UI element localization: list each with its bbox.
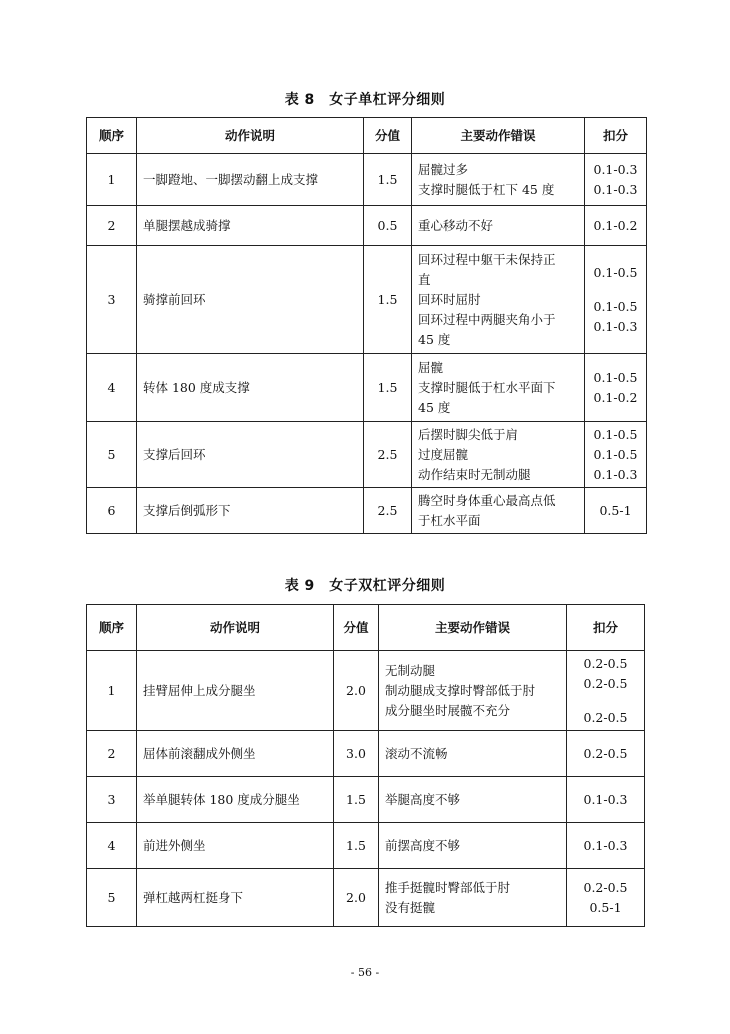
error-line: 屈髋过多: [418, 161, 469, 177]
errors-cell: [412, 206, 585, 246]
table8-caption: 表 8 女子单杠评分细则: [284, 92, 446, 108]
table-header-row: [87, 118, 647, 154]
deduction-cell: [585, 422, 647, 488]
errors-cell: [379, 651, 567, 731]
score-cell: 2.0: [334, 869, 379, 927]
table-row: [87, 651, 645, 731]
header-deduction: 扣分: [567, 605, 645, 651]
order-cell: 5: [87, 869, 137, 927]
order-cell: 4: [87, 354, 137, 422]
action-cell: 挂臂屈伸上成分腿坐: [137, 651, 334, 731]
error-line: 回环过程中躯干未保持正: [418, 251, 556, 267]
error-line: 前摆高度不够: [385, 837, 461, 853]
header-action: 动作说明: [137, 605, 334, 651]
error-line: 回环时屈肘: [418, 291, 481, 307]
deduction-cell: [567, 651, 645, 731]
deduction-value: 0.1-0.3: [583, 837, 628, 853]
error-line: 无制动腿: [385, 662, 436, 678]
header-deduction: 扣分: [585, 118, 647, 154]
error-line: 制动腿成支撑时臀部低于肘: [385, 682, 536, 698]
errors-cell: [379, 869, 567, 927]
error-line: 直: [418, 271, 431, 287]
table-row: [87, 246, 647, 354]
deduction-value: 0.2-0.5: [583, 879, 628, 895]
action-cell: 支撑后回环: [137, 422, 364, 488]
deduction-value: 0.1-0.5: [593, 369, 638, 385]
error-line: 动作结束时无制动腿: [418, 466, 531, 482]
order-cell: 1: [87, 154, 137, 206]
table8: [86, 117, 647, 534]
table-row: [87, 422, 647, 488]
table-row: [87, 869, 645, 927]
deduction-value: 0.1-0.3: [593, 466, 638, 482]
error-line: 支撑时腿低于杠下 45 度: [418, 181, 555, 197]
error-line: 过度屈髋: [418, 446, 469, 462]
action-cell: 屈体前滚翻成外侧坐: [137, 731, 334, 777]
error-line: 成分腿坐时展髋不充分: [385, 702, 511, 718]
errors-cell: [379, 731, 567, 777]
deduction-value: 0.1-0.3: [593, 318, 638, 334]
deduction-value: 0.1-0.3: [593, 161, 638, 177]
deduction-cell: [585, 488, 647, 534]
errors-cell: [412, 422, 585, 488]
table9-caption: 表 9 女子双杠评分细则: [284, 578, 446, 594]
error-line: 滚动不流畅: [385, 745, 448, 761]
score-cell: 1.5: [334, 823, 379, 869]
table-header-row: [87, 605, 645, 651]
error-line: 45 度: [418, 399, 451, 415]
error-line: 没有挺髋: [385, 899, 436, 915]
errors-cell: [412, 488, 585, 534]
error-line: 屈髋: [418, 359, 444, 375]
error-line: 回环过程中两腿夹角小于: [418, 311, 556, 327]
deduction-value: 0.1-0.2: [593, 217, 638, 233]
table-row: [87, 354, 647, 422]
deduction-value: 0.2-0.5: [583, 655, 628, 671]
order-cell: 3: [87, 777, 137, 823]
header-action: 动作说明: [137, 118, 364, 154]
header-errors: 主要动作错误: [379, 605, 567, 651]
score-cell: 1.5: [364, 154, 412, 206]
action-cell: 转体 180 度成支撑: [137, 354, 364, 422]
action-cell: 一脚蹬地、一脚摆动翻上成支撑: [137, 154, 364, 206]
deduction-cell: [585, 246, 647, 354]
action-cell: 举单腿转体 180 度成分腿坐: [137, 777, 334, 823]
deduction-value: 0.1-0.3: [583, 791, 628, 807]
action-cell: 支撑后倒弧形下: [137, 488, 364, 534]
score-cell: 2.5: [364, 488, 412, 534]
action-cell: 骑撑前回环: [137, 246, 364, 354]
error-line: 支撑时腿低于杠水平面下: [418, 379, 556, 395]
order-cell: 6: [87, 488, 137, 534]
errors-cell: [412, 246, 585, 354]
deduction-value: 0.5-1: [599, 502, 632, 518]
error-line: 45 度: [418, 331, 451, 347]
action-cell: 单腿摆越成骑撑: [137, 206, 364, 246]
deduction-value: 0.2-0.5: [583, 745, 628, 761]
header-order: 顺序: [87, 118, 137, 154]
error-line: 于杠水平面: [418, 512, 481, 528]
errors-cell: [412, 354, 585, 422]
errors-cell: [379, 823, 567, 869]
deduction-cell: [585, 206, 647, 246]
errors-cell: [412, 154, 585, 206]
order-cell: 5: [87, 422, 137, 488]
score-cell: 3.0: [334, 731, 379, 777]
action-cell: 弹杠越两杠挺身下: [137, 869, 334, 927]
header-order: 顺序: [87, 605, 137, 651]
table-row: [87, 731, 645, 777]
deduction-cell: [567, 731, 645, 777]
table9: [86, 604, 645, 927]
header-errors: 主要动作错误: [412, 118, 585, 154]
order-cell: 2: [87, 731, 137, 777]
order-cell: 2: [87, 206, 137, 246]
table-row: [87, 777, 645, 823]
deduction-cell: [567, 869, 645, 927]
deduction-value: 0.2-0.5: [583, 709, 628, 725]
score-cell: 1.5: [364, 354, 412, 422]
header-score: 分值: [334, 605, 379, 651]
deduction-value: 0.1-0.5: [593, 298, 638, 314]
score-cell: 2.0: [334, 651, 379, 731]
order-cell: 1: [87, 651, 137, 731]
order-cell: 4: [87, 823, 137, 869]
page-number: - 56 -: [350, 966, 380, 979]
deduction-value: 0.1-0.5: [593, 264, 638, 280]
deduction-value: 0.1-0.5: [593, 426, 638, 442]
header-score: 分值: [364, 118, 412, 154]
error-line: 推手挺髋时臀部低于肘: [385, 879, 511, 895]
deduction-cell: [585, 154, 647, 206]
order-cell: 3: [87, 246, 137, 354]
error-line: 举腿高度不够: [385, 791, 461, 807]
deduction-value: 0.1-0.2: [593, 389, 638, 405]
deduction-value: 0.5-1: [589, 899, 622, 915]
deduction-cell: [567, 777, 645, 823]
score-cell: 0.5: [364, 206, 412, 246]
score-cell: 1.5: [364, 246, 412, 354]
action-cell: 前进外侧坐: [137, 823, 334, 869]
error-line: 腾空时身体重心最高点低: [418, 492, 556, 508]
deduction-value: 0.2-0.5: [583, 675, 628, 691]
score-cell: 2.5: [364, 422, 412, 488]
deduction-cell: [567, 823, 645, 869]
table-row: [87, 206, 647, 246]
table-row: [87, 488, 647, 534]
score-cell: 1.5: [334, 777, 379, 823]
errors-cell: [379, 777, 567, 823]
table-row: [87, 154, 647, 206]
deduction-value: 0.1-0.5: [593, 446, 638, 462]
error-line: 后摆时脚尖低于肩: [418, 426, 519, 442]
deduction-value: 0.1-0.3: [593, 181, 638, 197]
error-line: 重心移动不好: [418, 217, 494, 233]
table-row: [87, 823, 645, 869]
deduction-cell: [585, 354, 647, 422]
